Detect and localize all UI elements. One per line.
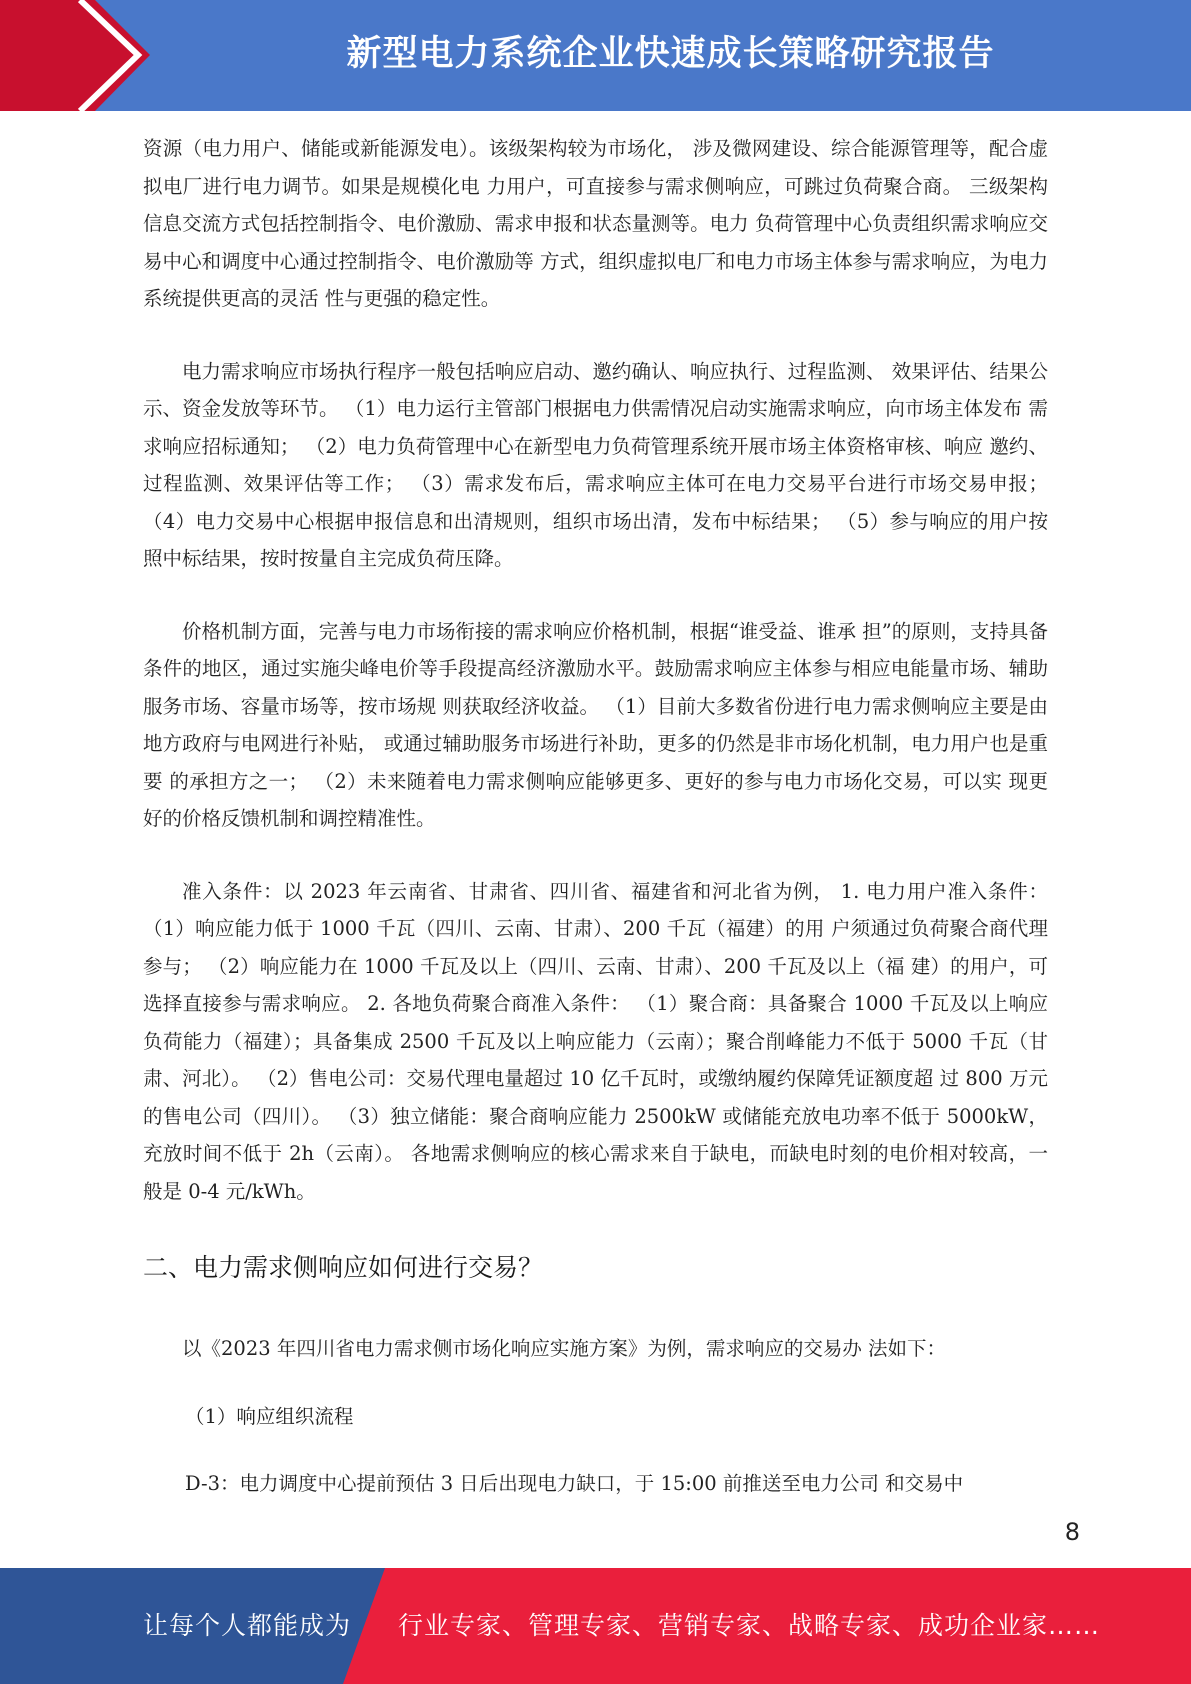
paragraph: 以《2023 年四川省电力需求侧市场化响应实施方案》为例，需求响应的交易办 法如下： xyxy=(182,1337,947,1360)
section-heading: 二、电力需求侧响应如何进行交易？ xyxy=(143,1253,544,1282)
paragraph: 电力需求响应市场执行程序一般包括响应启动、邀约确认、响应执行、过程监测、 效果评估、结果公示、资金发放等环节。 （1）电力运行主管部门根据电力供需情况启动实施需求响应，向市场主体发布 需求响应招标通知； （2）电力负荷管理中心在新型电力负荷管理系统开展市场主体资格审核、响应 邀约、过程监测、效果评估等工作； （3）需求发布后，需求响应主体可在电力交易平台进行市场交易申报； （4）电力交易中心根据申报信息和出清规则，组织市场出清，发布中标结果； （5）参与响应的用户按照中标结果，按时按量自主完成负荷压降。 xyxy=(143,359,1048,570)
footer-slogan-left: 让每个人都能成为 xyxy=(143,1611,352,1640)
report-title: 新型电力系统企业快速成长策略研究报告 xyxy=(346,34,995,74)
paragraph: 资源（电力用户、储能或新能源发电）。该级架构较为市场化， 涉及微网建设、综合能源管理等，配合虚拟电厂进行电力调节。如果是规模化电 力用户，可直接参与需求侧响应，可跳过负荷聚合商。 三级架构信息交流方式包括控制指令、电价激励、需求申报和状态量测等。电力 负荷管理中心负责组织需求响应交易中心和调度中心通过控制指令、电价激励等 方式，组织虚拟电厂和电力市场主体参与需求响应，为电力系统提供更高的灵活 性与更强的稳定性。 xyxy=(143,137,1048,310)
header-arrow-decoration xyxy=(0,0,150,111)
paragraph: 价格机制方面，完善与电力市场衔接的需求响应价格机制，根据“谁受益、谁承 担”的原则，支持具备条件的地区，通过实施尖峰电价等手段提高经济激励水平。鼓励需求响应主体参与相应电能量市场、辅助服务市场、容量市场等，按市场规 则获取经济收益。 （1）目前大多数省份进行电力需求侧响应主要是由地方政府与电网进行补贴， 或通过辅助服务市场进行补助，更多的仍然是非市场化机制，电力用户也是重要 的承担方之一； （2）未来随着电力需求侧响应能够更多、更好的参与电力市场化交易，可以实 现更好的价格反馈机制和调控精准性。 xyxy=(143,619,1048,830)
list-item: （1）响应组织流程 xyxy=(185,1404,354,1428)
footer-slogan-right: 行业专家、管理专家、营销专家、战略专家、成功企业家…… xyxy=(398,1611,1101,1640)
paragraph: 准入条件：以 2023 年云南省、甘肃省、四川省、福建省和河北省为例， 1. 电力用户准入条件： （1）响应能力低于 1000 千瓦（四川、云南、甘肃）、200 千瓦（福建）的用 户须通过负荷聚合商代理参与； （2）响应能力在 1000 千瓦及以上（四川、云南、甘肃）、200 千瓦及以上（福 建）的用户，可选择直接参与需求响应。 2. 各地负荷聚合商准入条件： （1）聚合商：具备聚合 1000 千瓦及以上响应负荷能力（福建）；具备集成 2500 千瓦及以上响应能力（云南）；聚合削峰能力不低于 5000 千瓦（甘肃、河北）。 （2）售电公司：交易代理电量超过 10 亿千瓦时，或缴纳履约保障凭证额度超 过 800 万元的售电公司（四川）。 （3）独立储能：聚合商响应能力 2500kW 或储能充放电功率不低于 5000kW， 充放时间不低于 2h（云南）。 各地需求侧响应的核心需求来自于缺电，而缺电时刻的电价相对较高，一般是 0-4 元/kWh。 xyxy=(143,879,1048,1203)
page-number: 8 xyxy=(1064,1518,1080,1546)
header-banner xyxy=(0,0,1191,111)
page-content xyxy=(143,130,1048,1503)
footer-banner xyxy=(0,1568,1191,1684)
paragraph: D-3：电力调度中心提前预估 3 日后出现电力缺口，于 15:00 前推送至电力公司 和交易中 xyxy=(185,1472,964,1495)
